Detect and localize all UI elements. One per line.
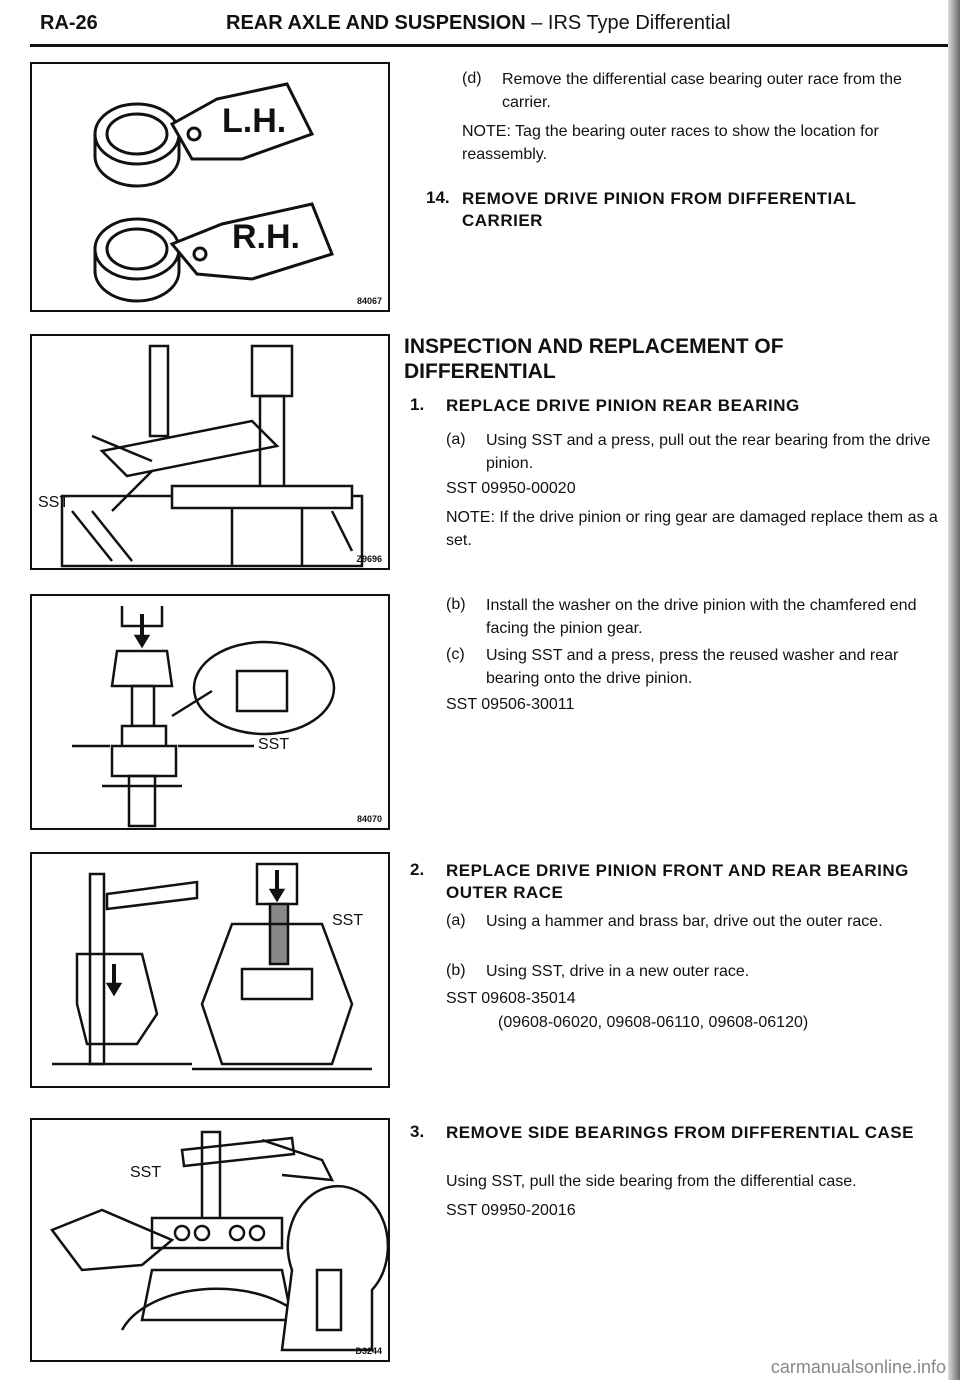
note-tag-races: NOTE: Tag the bearing outer races to show the location for reassembly. bbox=[462, 123, 879, 163]
sst-label: SST bbox=[258, 736, 290, 753]
step-2-title: REPLACE DRIVE PINION FRONT AND REAR BEARING OUTER RACE bbox=[446, 861, 909, 902]
figure-bearing-tags bbox=[30, 62, 390, 312]
sst-label: SST bbox=[332, 912, 364, 929]
step-1b-text: Install the washer on the drive pinion with the chamfered end facing the pinion gear. bbox=[486, 597, 917, 637]
step-3-text: Using SST, pull the side bearing from the differential case. bbox=[446, 1173, 857, 1190]
step-2-sst: SST 09608-35014 bbox=[446, 990, 576, 1007]
step-3-number: 3. bbox=[410, 1122, 425, 1141]
step-2b-text: Using SST, drive in a new outer race. bbox=[486, 963, 750, 980]
step-1a-label: (a) bbox=[446, 431, 466, 448]
page-title-main: REAR AXLE AND SUSPENSION bbox=[226, 12, 526, 34]
sst-label: SST bbox=[130, 1164, 162, 1181]
figure-code: D3244 bbox=[355, 1346, 382, 1356]
page-edge-shadow bbox=[948, 0, 960, 1380]
step-2a-text: Using a hammer and brass bar, drive out the outer race. bbox=[486, 913, 883, 930]
outer-race-drawing bbox=[32, 854, 388, 1086]
step-14-title: REMOVE DRIVE PINION FROM DIFFERENTIAL CARRIER bbox=[462, 189, 857, 230]
step-1b-label: (b) bbox=[446, 596, 466, 613]
step-1c-label: (c) bbox=[446, 646, 465, 663]
figure-code: 84070 bbox=[356, 814, 382, 824]
step-2b-label: (b) bbox=[446, 962, 466, 979]
step-1-number: 1. bbox=[410, 395, 425, 414]
figure-press-bearing bbox=[30, 594, 390, 830]
bearing-puller-drawing bbox=[32, 336, 388, 568]
side-bearing-puller-drawing bbox=[32, 1120, 388, 1360]
figure-side-bearing-puller bbox=[30, 1118, 390, 1362]
step-d-text: Remove the differential case bearing outer race from the carrier. bbox=[502, 71, 902, 111]
page-title bbox=[226, 12, 731, 35]
figure-bearing-puller bbox=[30, 334, 390, 570]
figure-code: 84067 bbox=[356, 296, 382, 306]
step-1a-sst: SST 09950-00020 bbox=[446, 480, 576, 497]
step-3-title: REMOVE SIDE BEARINGS FROM DIFFERENTIAL CASE bbox=[446, 1123, 914, 1142]
step-1a-text: Using SST and a press, pull out the rear bearing from the drive pinion. bbox=[486, 432, 931, 472]
sst-label: SST bbox=[38, 494, 70, 511]
tag-rh: R.H. bbox=[232, 218, 300, 256]
step-1c-text: Using SST and a press, press the reused washer and rear bearing onto the drive pinion. bbox=[486, 647, 899, 687]
section-title: INSPECTION AND REPLACEMENT OF DIFFERENTIAL bbox=[404, 335, 784, 383]
page-header bbox=[0, 0, 960, 56]
step-2-number: 2. bbox=[410, 860, 425, 879]
step-1-title: REPLACE DRIVE PINION REAR BEARING bbox=[446, 396, 800, 415]
figure-code: Z9696 bbox=[356, 554, 382, 564]
step-14-number: 14. bbox=[426, 188, 450, 207]
press-bearing-drawing bbox=[32, 596, 388, 828]
watermark: carmanualsonline.info bbox=[770, 1357, 946, 1377]
step-3-sst: SST 09950-20016 bbox=[446, 1202, 576, 1219]
step-1-note: NOTE: If the drive pinion or ring gear are damaged replace them as a set. bbox=[446, 509, 938, 549]
step-d-label: (d) bbox=[462, 70, 482, 87]
tag-lh: L.H. bbox=[222, 102, 287, 140]
bearing-tags-drawing bbox=[32, 64, 388, 310]
page-title-sub: – IRS Type Differential bbox=[525, 12, 731, 34]
figure-outer-race bbox=[30, 852, 390, 1088]
step-1c-sst: SST 09506-30011 bbox=[446, 696, 575, 713]
page-code: RA-26 bbox=[40, 12, 98, 34]
step-2-sst-parts: (09608-06020, 09608-06110, 09608-06120) bbox=[498, 1014, 809, 1031]
header-rule bbox=[30, 44, 948, 47]
step-2a-label: (a) bbox=[446, 912, 466, 929]
